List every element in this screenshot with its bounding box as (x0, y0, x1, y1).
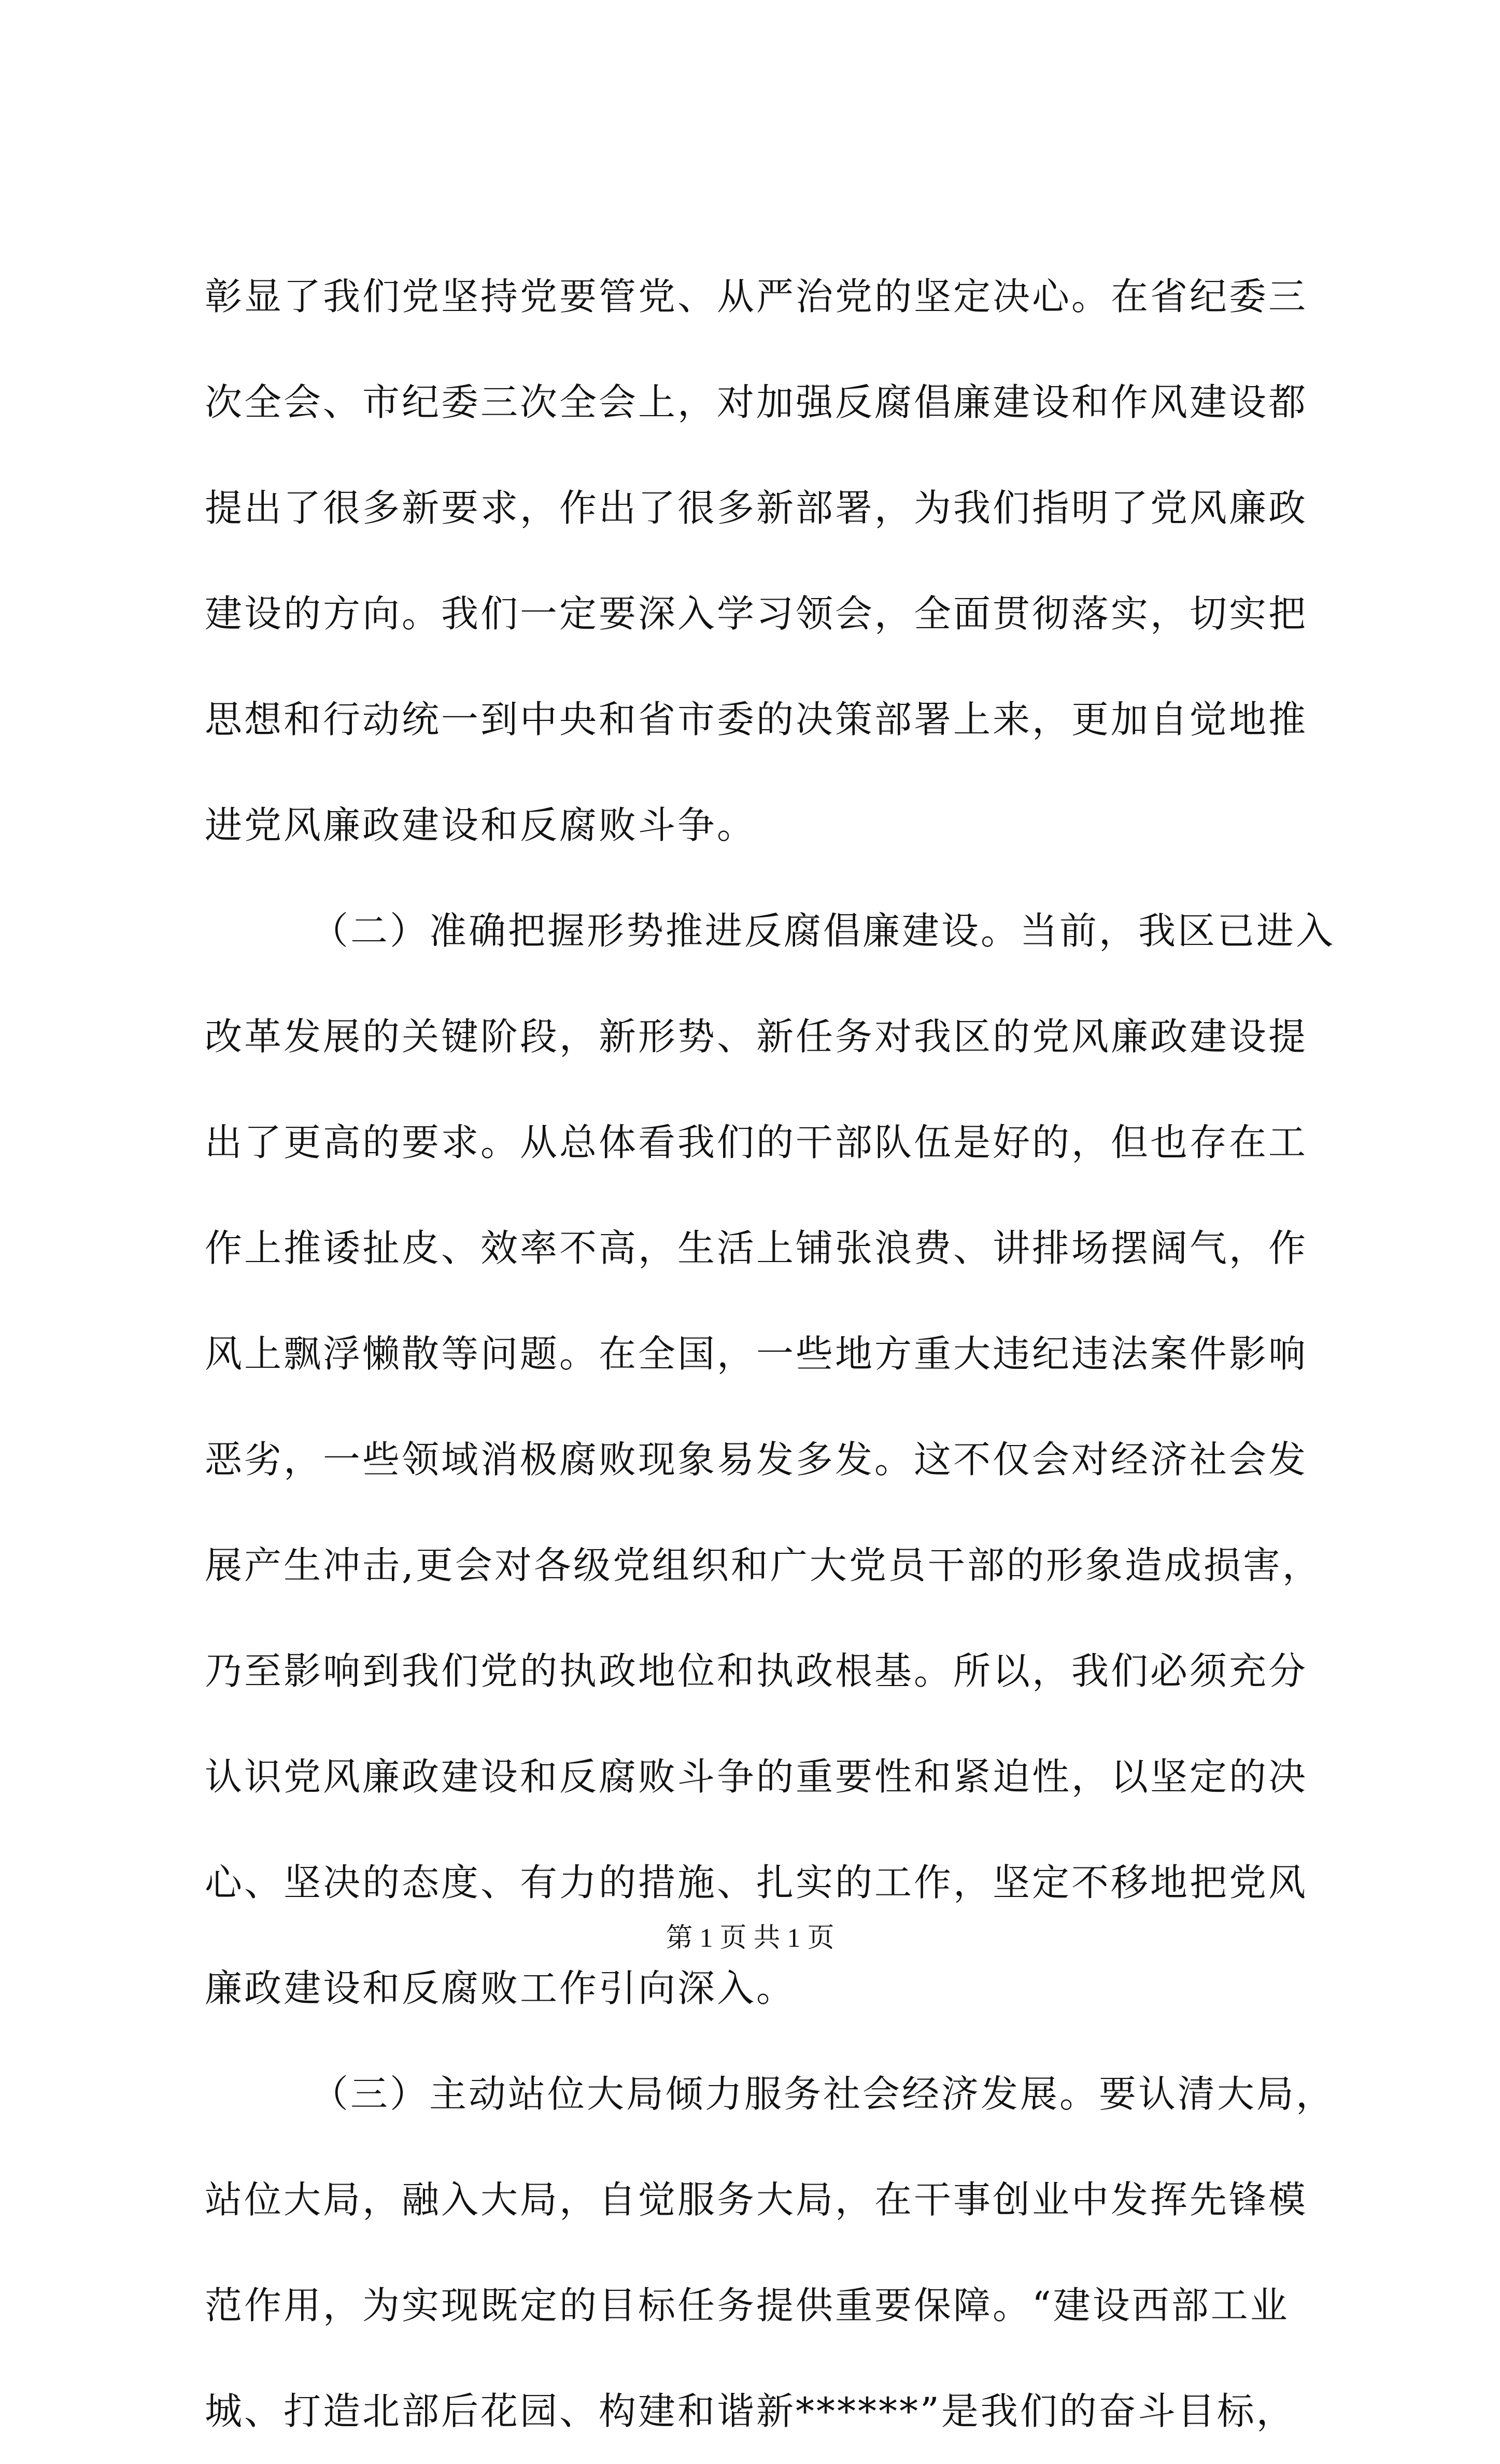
text-line: 城、打造北部后花园、构建和谐新******”是我们的奋斗目标， (205, 2389, 1296, 2433)
paragraph-start-line: （二）准确把握形势推进反腐倡廉建设。当前，我区已进入 (311, 909, 1336, 953)
text-line: 出了更高的要求。从总体看我们的干部队伍是好的，但也存在工 (205, 1121, 1308, 1164)
text-line: 展产生冲击,更会对各级党组织和广大党员干部的形象造成损害， (205, 1543, 1322, 1587)
text-line: 次全会、市纪委三次全会上，对加强反腐倡廉建设和作风建设都 (205, 380, 1308, 424)
text-line: 彰显了我们党坚持党要管党、从严治党的坚定决心。在省纪委三 (205, 275, 1308, 318)
text-line: 风上飘浮懒散等问题。在全国，一些地方重大违纪违法案件影响 (205, 1332, 1308, 1376)
text-line: 建设的方向。我们一定要深入学习领会，全面贯彻落实，切实把 (205, 592, 1308, 635)
page-footer (0, 1920, 1500, 1957)
text-line: 提出了很多新要求，作出了很多新部署，为我们指明了党风廉政 (205, 486, 1308, 530)
text-line: 乃至影响到我们党的执政地位和执政根基。所以，我们必须充分 (205, 1649, 1308, 1693)
text-line: 作上推诿扯皮、效率不高，生活上铺张浪费、讲排场摆阔气，作 (205, 1226, 1308, 1270)
text-line: 范作用，为实现既定的目标任务提供重要保障。“建设西部工业 (205, 2284, 1290, 2327)
text-line: 心、坚决的态度、有力的措施、扎实的工作，坚定不移地把党风 (205, 1861, 1308, 1904)
text-line: 廉政建设和反腐败工作引向深入。 (205, 1966, 796, 2010)
text-line: 站位大局，融入大局，自觉服务大局，在干事创业中发挥先锋模 (205, 2178, 1308, 2221)
text-line: 恶劣，一些领域消极腐败现象易发多发。这不仅会对经济社会发 (205, 1438, 1308, 1481)
text-line: 进党风廉政建设和反腐败斗争。 (205, 803, 757, 847)
page-number: 第 1 页 共 1 页 (666, 1923, 834, 1953)
text-line: 认识党风廉政建设和反腐败斗争的重要性和紧迫性，以坚定的决 (205, 1755, 1308, 1799)
text-line: 改革发展的关键阶段，新形势、新任务对我区的党风廉政建设提 (205, 1015, 1308, 1058)
paragraph-start-line: （三）主动站位大局倾力服务社会经济发展。要认清大局， (311, 2072, 1336, 2116)
document-body (205, 244, 1336, 2464)
text-line: 思想和行动统一到中央和省市委的决策部署上来，更加自觉地推 (205, 698, 1308, 741)
